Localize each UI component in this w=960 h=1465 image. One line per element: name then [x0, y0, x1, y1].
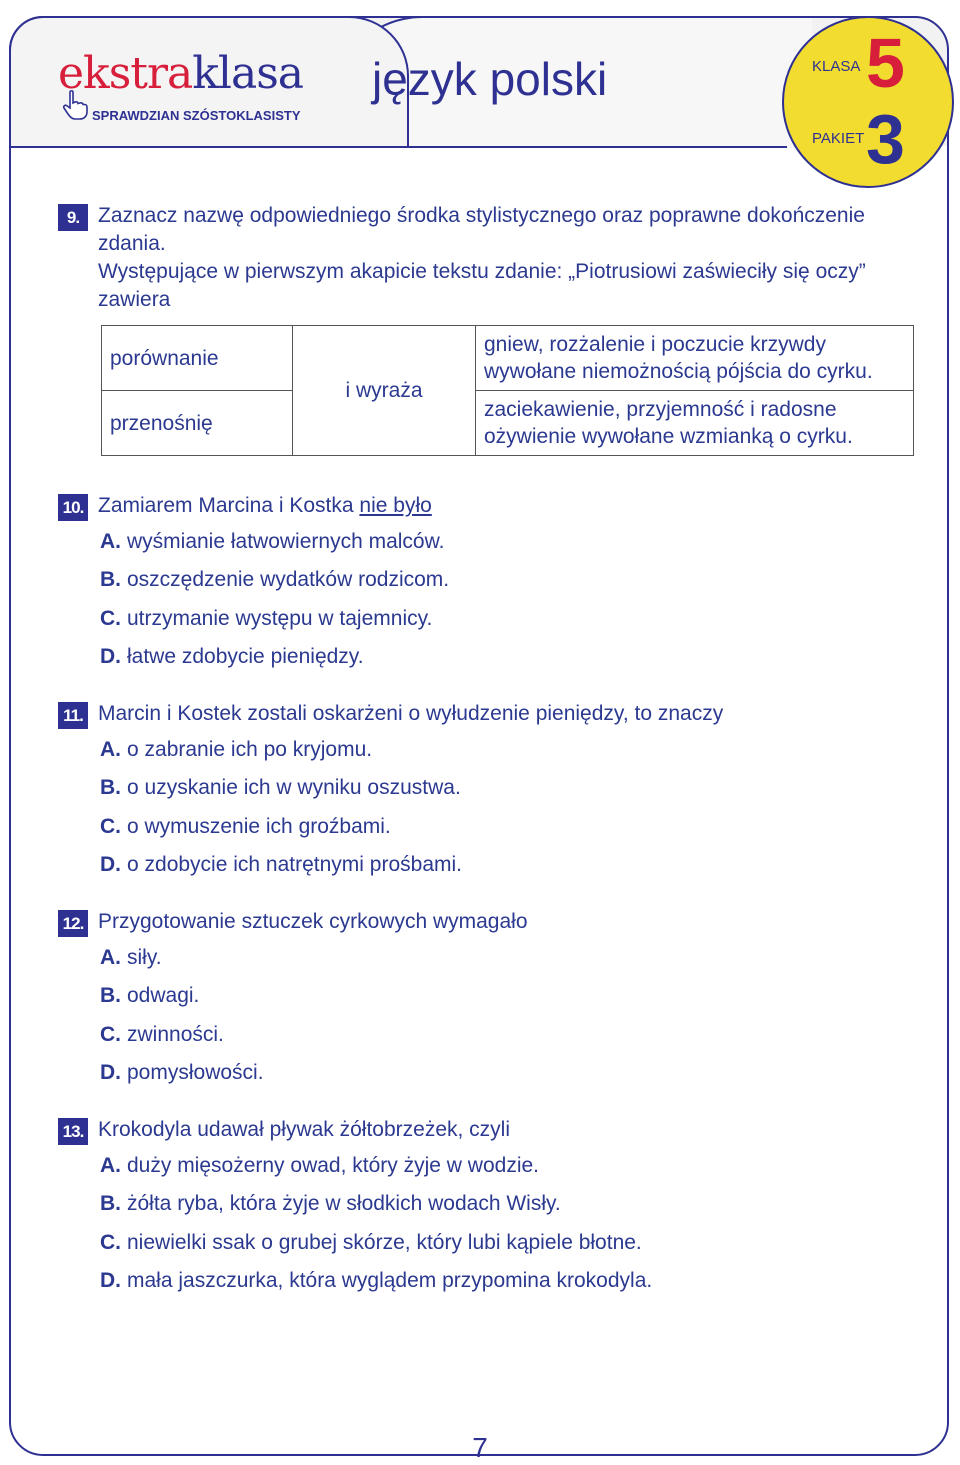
question-text: Zamiarem Marcina i Kostka nie było [98, 494, 432, 517]
logo-text-ekstra: ekstra [58, 48, 193, 99]
header-divider [11, 146, 787, 148]
option-b[interactable]: B. oszczędzenie wydatków rodzicom. [100, 568, 450, 592]
option-c[interactable]: C. niewielki ssak o grubej skórze, który lubi kąpiele błotne. [100, 1230, 642, 1254]
underlined-phrase: nie było [359, 494, 432, 517]
question-10 [58, 492, 928, 677]
question-number: 11. [58, 702, 88, 729]
klasa-label: KLASA [812, 58, 861, 75]
klasa-value: 5 [866, 24, 905, 102]
option-c[interactable]: C. utrzymanie występu w tajemnicy. [100, 606, 433, 630]
option-b[interactable]: B. o uzyskanie ich w wyniku oszustwa. [100, 776, 461, 800]
logo-text-klasa: klasa [192, 48, 304, 99]
option-d[interactable]: D. o zdobycie ich natrętnymi prośbami. [100, 853, 462, 877]
subject-title: język polski [372, 53, 608, 105]
table-cell-option-2[interactable]: zaciekawienie, przyjemność i radosne ożywienie wywołane wzmianką o cyrku. [476, 391, 914, 456]
question-number: 10. [58, 494, 88, 521]
question-12 [58, 908, 928, 1093]
answer-table [101, 325, 914, 456]
table-cell-porownanie[interactable]: porównanie [102, 326, 293, 391]
question-number: 12. [58, 910, 88, 937]
table-cell-option-1[interactable]: gniew, rozżalenie i poczucie krzywdy wywołane niemożnością pójścia do cyrku. [476, 326, 914, 391]
question-text: Przygotowanie sztuczek cyrkowych wymagało [98, 910, 528, 933]
table-cell-przenosnie[interactable]: przenośnię [102, 391, 293, 456]
question-13 [58, 1116, 928, 1301]
question-9 [58, 202, 928, 314]
question-number: 9. [58, 204, 88, 231]
question-text-continued: Występujące w pierwszym akapicie tekstu zdanie: „Piotrusiowi zaświeciły się oczy” zawiera [98, 260, 866, 311]
option-c[interactable]: C. o wymuszenie ich groźbami. [100, 814, 391, 838]
option-a[interactable]: A. siły. [100, 946, 162, 969]
pakiet-label: PAKIET [812, 130, 865, 147]
option-a[interactable]: A. wyśmianie łatwowiernych malców. [100, 530, 445, 553]
page-number: 7 [472, 1432, 488, 1463]
pointer-hand-icon [62, 90, 88, 120]
table-cell-middle: i wyraża [293, 326, 476, 456]
pakiet-value: 3 [866, 100, 905, 178]
option-a[interactable]: A. duży mięsożerny owad, który żyje w wodzie. [100, 1154, 539, 1177]
logo [58, 48, 304, 123]
option-b[interactable]: B. odwagi. [100, 984, 200, 1008]
question-text: Krokodyla udawał pływak żółtobrzeżek, czyli [98, 1118, 511, 1141]
option-a[interactable]: A. o zabranie ich po kryjomu. [100, 738, 373, 761]
option-b[interactable]: B. żółta ryba, która żyje w słodkich wodach Wisły. [100, 1192, 561, 1216]
question-text: Zaznacz nazwę odpowiedniego środka stylistycznego oraz poprawne dokończenie zdania. [98, 204, 865, 255]
option-c[interactable]: C. zwinności. [100, 1022, 224, 1046]
question-text: Marcin i Kostek zostali oskarżeni o wyłudzenie pieniędzy, to znaczy [98, 702, 724, 725]
question-11 [58, 700, 928, 885]
question-number: 13. [58, 1118, 88, 1145]
logo-subtitle: SPRAWDZIAN SZÓSTOKLASISTY [92, 108, 301, 123]
option-d[interactable]: D. łatwe zdobycie pieniędzy. [100, 645, 364, 669]
option-d[interactable]: D. mała jaszczurka, która wyglądem przypomina krokodyla. [100, 1269, 653, 1293]
option-d[interactable]: D. pomysłowości. [100, 1061, 264, 1085]
